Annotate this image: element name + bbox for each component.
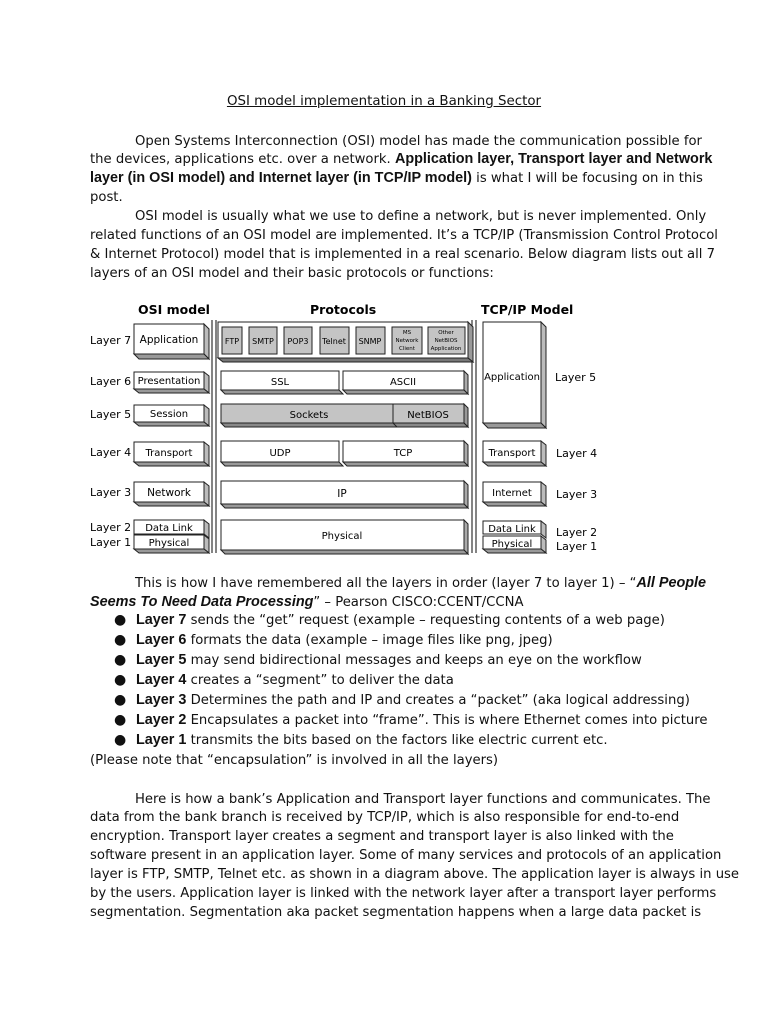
- protocol-sockets-label: Sockets: [289, 410, 329, 421]
- protocols-tcp: [343, 441, 468, 466]
- paragraph-3-line-4: software present in an application layer. Some of many services and protocols of an application: [90, 848, 722, 863]
- encapsulation-note: (Please note that “encapsulation” is involved in all the layers): [90, 753, 499, 768]
- protocol-ms-line-3: Client: [399, 346, 415, 352]
- mnemonic-line-2: [90, 593, 524, 612]
- paragraph-1-line-1: Open Systems Interconnection (OSI) model has made the communication possible for: [135, 134, 702, 149]
- paragraph-1-text: the devices, applications etc. over a network.: [90, 152, 395, 167]
- bullet-layer: Layer 2: [136, 712, 187, 728]
- tcpip-layer-1-label: Layer 1: [556, 540, 598, 553]
- paragraph-3-line-6: by the users. Application layer is linked with the network layer after a transport layer performs: [90, 886, 717, 901]
- bullet-icon: ●: [114, 732, 127, 748]
- osi-layer-5-label: Layer 5: [90, 408, 132, 421]
- protocols-netbios: [393, 404, 468, 427]
- paragraph-2-line-4: layers of an OSI model and their basic protocols or functions:: [90, 266, 494, 281]
- tcpip-layer-5-label: Layer 5: [555, 371, 597, 384]
- bullet-layer: Layer 3: [136, 692, 187, 708]
- osi-box-application: [134, 324, 209, 359]
- paragraph-2-line-3: & Internet Protocol) model that is implemented in a real scenario. Below diagram lists out all 7: [90, 247, 716, 262]
- bullet-icon: ●: [114, 652, 127, 668]
- paragraph-3-line-2: data from the bank branch is received by TCP/IP, which is also responsible for end-to-end: [90, 810, 680, 825]
- tcpip-box-internet: [483, 482, 546, 506]
- paragraph-3-line-1: Here is how a bank’s Application and Transport layer functions and communicates. The: [135, 792, 711, 807]
- list-item: [112, 731, 707, 751]
- list-item: [112, 711, 707, 731]
- osi-layer-4-label: Layer 4: [90, 446, 132, 459]
- osi-box-network: [134, 482, 209, 506]
- osi-box-physical: [134, 535, 209, 553]
- protocol-ascii-label: ASCII: [389, 377, 417, 388]
- protocol-telnet: Telnet: [322, 337, 346, 346]
- paragraph-2-line-2: related functions of an OSI model are implemented. It’s a TCP/IP (Transmission Control Protocol: [90, 228, 718, 243]
- protocol-ftp: FTP: [224, 337, 240, 346]
- mnemonic-line-1: [135, 574, 706, 593]
- list-item: [112, 611, 707, 631]
- paragraph-1-line-2: [90, 150, 712, 169]
- paragraph-1-line-4: post.: [90, 190, 123, 205]
- bullet-icon: ●: [114, 712, 127, 728]
- osi-box-network-label: Network: [147, 487, 191, 499]
- protocol-ms-line-2: Network: [395, 338, 419, 344]
- protocol-ip-label: IP: [337, 488, 347, 500]
- tcpip-layer-3-label: Layer 3: [556, 488, 598, 501]
- osi-box-transport-label: Transport: [145, 448, 193, 459]
- osi-box-data-link-label: Data Link: [145, 523, 193, 534]
- bullet-text: Determines the path and IP and creates a “packet” (aka logical addressing): [186, 693, 690, 708]
- protocol-other-line-2: NetBIOS: [434, 338, 458, 344]
- bullet-text: may send bidirectional messages and keeps an eye on the workflow: [186, 653, 642, 668]
- tcpip-box-transport-label: Transport: [488, 448, 536, 459]
- tcpip-box-physical: [483, 536, 546, 553]
- list-item: [112, 651, 707, 671]
- protocol-other-line-1: Other: [438, 330, 454, 336]
- protocols-ip: [221, 481, 468, 508]
- tcpip-box-internet-label: Internet: [492, 488, 532, 499]
- osi-box-application-label: Application: [139, 334, 199, 346]
- osi-box-physical-label: Physical: [148, 538, 190, 549]
- protocol-tcp-label: TCP: [393, 448, 413, 459]
- bullet-icon: ●: [114, 612, 127, 628]
- protocols-udp: [221, 441, 343, 466]
- paragraph-1-text-2: is what I will be focusing on in this: [471, 171, 703, 186]
- osi-tcpip-diagram: [88, 298, 600, 560]
- tcpip-box-data-link: [483, 521, 546, 538]
- protocols-physical: [221, 520, 468, 554]
- protocol-physical-label: Physical: [321, 531, 363, 542]
- osi-layer-3-label: Layer 3: [90, 486, 132, 499]
- protocol-smtp: SMTP: [252, 337, 274, 346]
- tcpip-box-data-link-label: Data Link: [488, 524, 536, 535]
- osi-model-header: OSI model: [138, 302, 210, 317]
- paragraph-1-emphasis-2: layer (in OSI model) and Internet layer (in TCP/IP model): [90, 170, 472, 186]
- protocol-ms-line-1: MS: [402, 330, 412, 336]
- protocol-ssl-label: SSL: [270, 377, 290, 388]
- protocol-udp-label: UDP: [269, 448, 291, 459]
- osi-box-session-label: Session: [149, 409, 189, 420]
- protocol-pop3: POP3: [287, 337, 309, 346]
- protocols-sockets: [221, 404, 401, 427]
- bullet-layer: Layer 6: [136, 632, 187, 648]
- tcpip-layer-2-label: Layer 2: [556, 526, 598, 539]
- paragraph-1-line-3: [90, 169, 703, 188]
- protocol-snmp: SNMP: [358, 337, 382, 346]
- paragraph-3-line-3: encryption. Transport layer creates a segment and transport layer is also linked with the: [90, 829, 674, 844]
- list-item: [112, 671, 707, 691]
- paragraph-3-line-5: layer is FTP, SMTP, Telnet etc. as shown in a diagram above. The application layer is always in use: [90, 867, 740, 882]
- tcpip-box-application-label: Application: [484, 372, 540, 383]
- paragraph-3-line-7: segmentation. Segmentation aka packet segmentation happens when a large data packet is: [90, 905, 702, 920]
- bullet-layer: Layer 7: [136, 612, 187, 628]
- osi-box-transport: [134, 442, 209, 466]
- protocols-application-row: [218, 322, 473, 362]
- osi-layer-1-label: Layer 1: [90, 536, 132, 549]
- bullet-text: Encapsulates a packet into “frame”. This is where Ethernet comes into picture: [186, 713, 708, 728]
- protocols-header: Protocols: [310, 302, 377, 317]
- document-title: OSI model implementation in a Banking Sector: [226, 94, 542, 109]
- bullet-icon: ●: [114, 692, 127, 708]
- protocols-ascii: [343, 371, 468, 394]
- tcpip-model-header: TCP/IP Model: [481, 302, 574, 317]
- tcpip-layer-4-label: Layer 4: [556, 447, 598, 460]
- bullet-layer: Layer 4: [136, 672, 187, 688]
- list-item: [112, 631, 707, 651]
- osi-box-presentation-label: Presentation: [137, 376, 201, 387]
- bullet-text: creates a “segment” to deliver the data: [186, 673, 454, 688]
- mnemonic-emphasis: All People: [636, 575, 707, 591]
- mnemonic-emphasis-2: Seems To Need Data Processing: [90, 594, 314, 610]
- mnemonic-source: ” – Pearson CISCO:CCENT/CCNA: [313, 595, 524, 610]
- paragraph-2-line-1: OSI model is usually what we use to define a network, but is never implemented. Only: [135, 209, 707, 224]
- osi-layer-6-label: Layer 6: [90, 375, 132, 388]
- osi-layer-7-label: Layer 7: [90, 334, 132, 347]
- bullet-text: transmits the bits based on the factors like electric current etc.: [186, 733, 608, 748]
- bullet-layer: Layer 5: [136, 652, 187, 668]
- protocols-ssl: [221, 371, 343, 394]
- tcpip-box-physical-label: Physical: [491, 539, 533, 550]
- osi-layer-2-label: Layer 2: [90, 521, 132, 534]
- bullet-icon: ●: [114, 632, 127, 648]
- mnemonic-text: This is how I have remembered all the layers in order (layer 7 to layer 1) – “: [135, 576, 637, 591]
- protocol-netbios-label: NetBIOS: [407, 410, 449, 421]
- osi-box-session: [134, 405, 209, 426]
- list-item: [112, 691, 707, 711]
- tcpip-box-transport: [483, 441, 546, 466]
- layer-bullet-list: [112, 611, 707, 751]
- bullet-icon: ●: [114, 672, 127, 688]
- protocol-other-line-3: Application: [430, 346, 462, 352]
- osi-box-presentation: [134, 372, 209, 393]
- tcpip-box-application: [483, 322, 546, 428]
- bullet-text: sends the “get” request (example – requesting contents of a web page): [186, 613, 665, 628]
- paragraph-1-emphasis: Application layer, Transport layer and Network: [394, 151, 713, 167]
- bullet-layer: Layer 1: [136, 732, 187, 748]
- bullet-text: formats the data (example – image files like png, jpeg): [186, 633, 553, 648]
